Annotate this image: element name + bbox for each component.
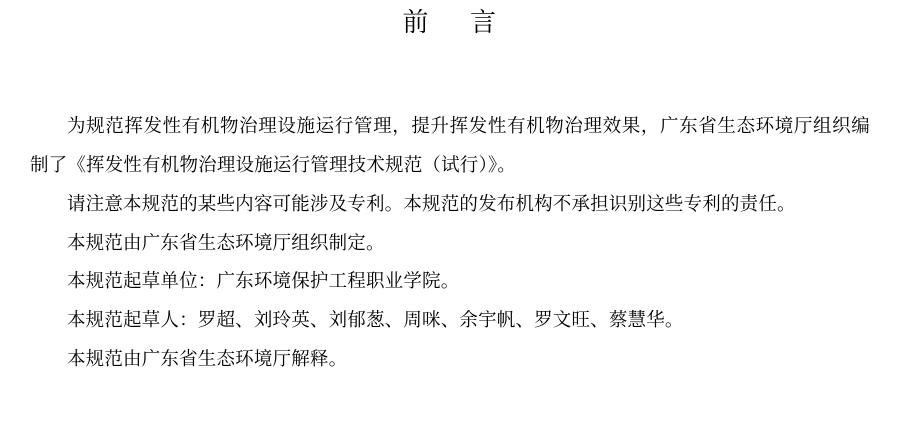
paragraph-4: 本规范起草单位：广东环境保护工程职业学院。 <box>67 271 460 293</box>
paragraph-2: 请注意本规范的某些内容可能涉及专利。本规范的发布机构不承担识别这些专利的责任。 <box>67 193 796 215</box>
page-title-second-char: 言 <box>470 8 498 38</box>
paragraph-3: 本规范由广东省生态环境厅组织制定。 <box>67 232 385 254</box>
document-page <box>0 4 900 445</box>
page-title-first-char: 前 <box>402 8 430 38</box>
paragraph-1: 为规范挥发性有机物治理设施运行管理，提升挥发性有机物治理效果，广东省生态环境厅组织编制了《挥发性有机物治理设施运行管理技术规范（试行）》。 <box>30 116 870 176</box>
page-title <box>30 4 870 36</box>
paragraph-5: 本规范起草人：罗超、刘玲英、刘郁葱、周咪、余宇帆、罗文旺、蔡慧华。 <box>67 310 684 332</box>
foreword-body <box>30 108 870 380</box>
paragraph-6: 本规范由广东省生态环境厅解释。 <box>67 349 348 371</box>
